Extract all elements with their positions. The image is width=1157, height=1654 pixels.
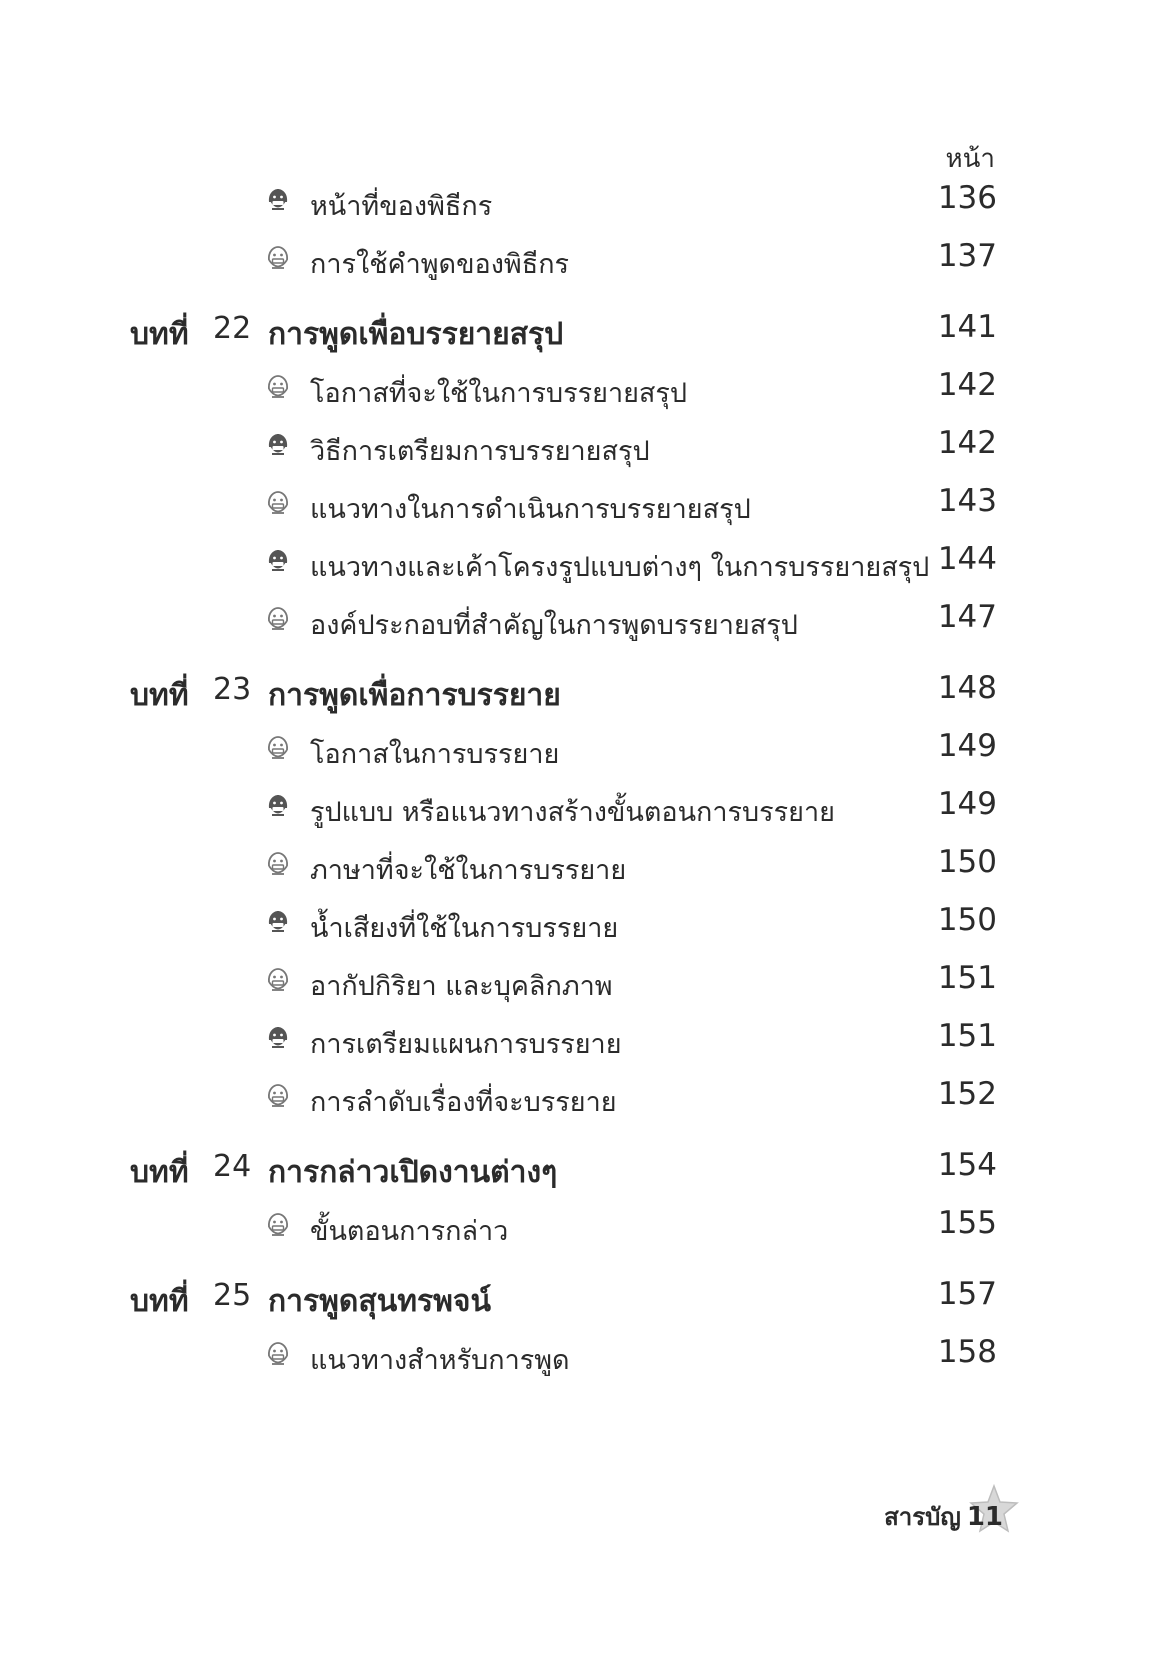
toc-item-row <box>0 535 1157 585</box>
page-number: 154 <box>937 1147 997 1183</box>
chapter-label: บทที่ <box>130 1155 189 1190</box>
page-number: 152 <box>937 1076 997 1112</box>
toc-item-row <box>0 1070 1157 1120</box>
page-number: 148 <box>937 670 997 706</box>
page-number: 157 <box>937 1276 997 1312</box>
item-title: รูปแบบ หรือแนวทางสร้างขั้นตอนการบรรยาย <box>310 797 835 828</box>
smiley-face-icon <box>265 606 291 632</box>
toc-chapter-row <box>0 664 1157 714</box>
page-number: 158 <box>937 1334 997 1370</box>
chapter-title: การพูดสุนทรพจน์ <box>268 1284 491 1319</box>
item-title: โอกาสที่จะใช้ในการบรรยายสรุป <box>310 378 688 409</box>
page-number: 147 <box>937 599 997 635</box>
item-title: อากัปกิริยา และบุคลิกภาพ <box>310 971 613 1002</box>
item-title: แนวทางสำหรับการพูด <box>310 1345 570 1376</box>
toc-item-row <box>0 477 1157 527</box>
chapter-number: 25 <box>213 1278 252 1313</box>
item-title: การใช้คำพูดของพิธีกร <box>310 249 570 280</box>
page-number: 150 <box>937 844 997 880</box>
page-number: 142 <box>937 367 997 403</box>
smiley-face-icon <box>265 1341 291 1367</box>
smiley-face-icon <box>265 851 291 877</box>
item-title: โอกาสในการบรรยาย <box>310 739 560 770</box>
item-title: วิธีการเตรียมการบรรยายสรุป <box>310 436 650 467</box>
toc-item-row <box>0 419 1157 469</box>
page-number: 151 <box>937 960 997 996</box>
page-column-header: หน้า <box>945 144 995 174</box>
page-number: 143 <box>937 483 997 519</box>
smiley-face-icon <box>265 548 291 574</box>
page-number: 151 <box>937 1018 997 1054</box>
chapter-title: การพูดเพื่อการบรรยาย <box>268 678 561 713</box>
page-number: 144 <box>937 541 997 577</box>
smiley-face-icon <box>265 432 291 458</box>
smiley-face-icon <box>265 490 291 516</box>
toc-item-row <box>0 1012 1157 1062</box>
item-title: แนวทางและเค้าโครงรูปแบบต่างๆ ในการบรรยายสรุป <box>310 552 930 583</box>
chapter-label: บทที่ <box>130 1284 189 1319</box>
page-number: 136 <box>937 180 997 216</box>
smiley-face-icon <box>265 374 291 400</box>
toc-chapter-row <box>0 1270 1157 1320</box>
item-title: น้ำเสียงที่ใช้ในการบรรยาย <box>310 913 619 944</box>
chapter-number: 23 <box>213 672 252 707</box>
toc-item-row <box>0 361 1157 411</box>
item-title: องค์ประกอบที่สำคัญในการพูดบรรยายสรุป <box>310 610 798 641</box>
item-title: การลำดับเรื่องที่จะบรรยาย <box>310 1087 617 1118</box>
toc-item-row <box>0 954 1157 1004</box>
chapter-title: การพูดเพื่อบรรยายสรุป <box>268 317 564 352</box>
chapter-label: บทที่ <box>130 317 189 352</box>
page-number: 150 <box>937 902 997 938</box>
page-number: 142 <box>937 425 997 461</box>
smiley-face-icon <box>265 735 291 761</box>
toc-chapter-row <box>0 303 1157 353</box>
footer-page-number: 11 <box>966 1502 1003 1532</box>
page-number: 137 <box>937 238 997 274</box>
item-title: แนวทางในการดำเนินการบรรยายสรุป <box>310 494 751 525</box>
toc-item-row <box>0 593 1157 643</box>
footer-section-label: สารบัญ <box>884 1503 961 1531</box>
toc-item-row <box>0 722 1157 772</box>
toc-item-row <box>0 780 1157 830</box>
page-number: 149 <box>937 786 997 822</box>
chapter-title: การกล่าวเปิดงานต่างๆ <box>268 1155 558 1190</box>
toc-item-row <box>0 1199 1157 1249</box>
smiley-face-icon <box>265 967 291 993</box>
item-title: ขั้นตอนการกล่าว <box>310 1216 509 1247</box>
chapter-number: 22 <box>213 311 252 346</box>
toc-item-row <box>0 1328 1157 1378</box>
item-title: หน้าที่ของพิธีกร <box>310 191 493 222</box>
smiley-face-icon <box>265 793 291 819</box>
item-title: การเตรียมแผนการบรรยาย <box>310 1029 622 1060</box>
chapter-number: 24 <box>213 1149 252 1184</box>
page-number: 141 <box>937 309 997 345</box>
toc-item-row <box>0 174 1157 224</box>
toc-item-row <box>0 232 1157 282</box>
page-number: 149 <box>937 728 997 764</box>
page-footer <box>884 1497 1003 1536</box>
toc-chapter-row <box>0 1141 1157 1191</box>
chapter-label: บทที่ <box>130 678 189 713</box>
page-number: 155 <box>937 1205 997 1241</box>
smiley-face-icon <box>265 909 291 935</box>
smiley-face-icon <box>265 1212 291 1238</box>
toc-item-row <box>0 838 1157 888</box>
toc-item-row <box>0 896 1157 946</box>
item-title: ภาษาที่จะใช้ในการบรรยาย <box>310 855 627 886</box>
smiley-face-icon <box>265 1083 291 1109</box>
smiley-face-icon <box>265 187 291 213</box>
smiley-face-icon <box>265 245 291 271</box>
smiley-face-icon <box>265 1025 291 1051</box>
